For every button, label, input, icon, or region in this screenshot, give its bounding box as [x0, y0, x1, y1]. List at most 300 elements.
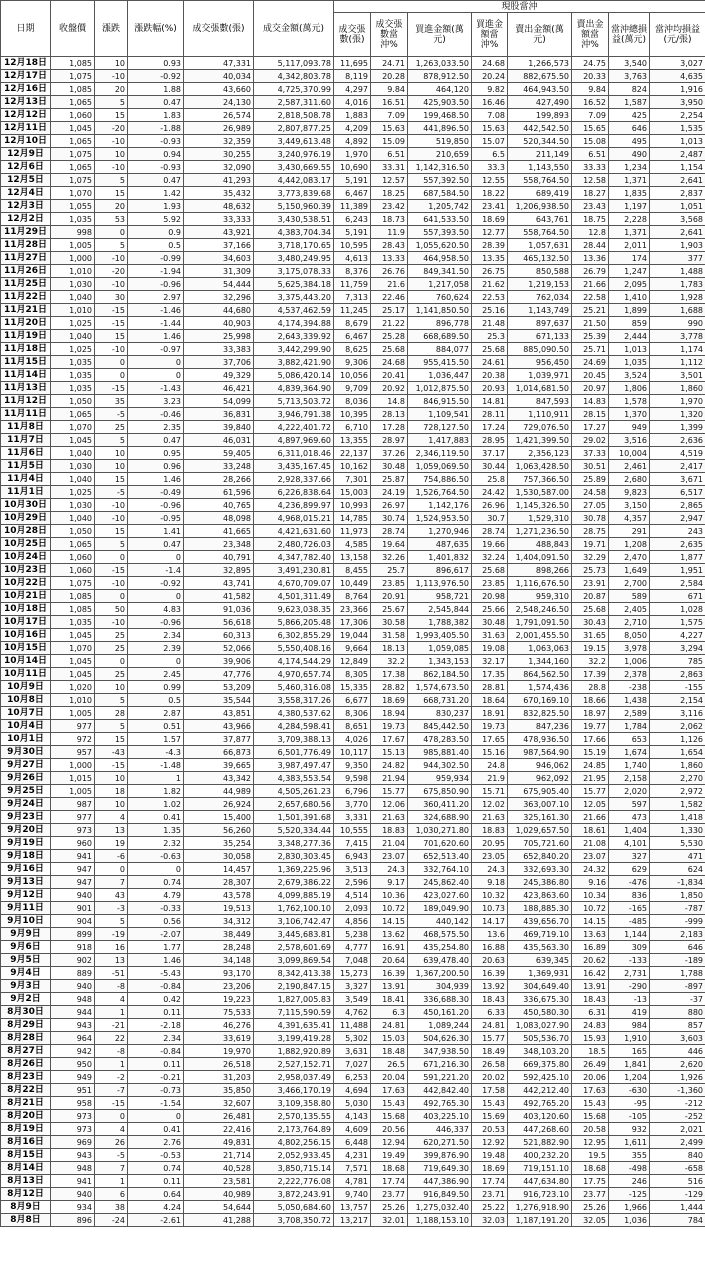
volume-cell: 41,582 — [184, 590, 254, 603]
buy-amount-cell: 985,881.40 — [408, 746, 472, 759]
volume-cell: 61,596 — [184, 486, 254, 499]
header-dt-volume-pct: 成交張數當沖% — [371, 13, 408, 57]
pnl-cell: -485 — [609, 915, 650, 928]
table-row — [1, 616, 705, 629]
date-cell: 11月22日 — [1, 291, 51, 304]
sell-amount-cell: 2,001,455.50 — [508, 629, 572, 642]
sell-pct-cell: 15.93 — [572, 1032, 609, 1045]
change-pct-cell: 2.97 — [128, 291, 184, 304]
change-pct-cell: 1.46 — [128, 473, 184, 486]
sell-pct-cell: 18.27 — [572, 187, 609, 200]
buy-amount-cell: 332,764.10 — [408, 863, 472, 876]
sell-amount-cell: 488,843 — [508, 538, 572, 551]
sell-pct-cell: 25.73 — [572, 564, 609, 577]
turnover-cell: 4,839,364.90 — [254, 382, 334, 395]
buy-pct-cell: 9.82 — [472, 83, 508, 96]
dt-volume-pct-cell: 19.64 — [371, 538, 408, 551]
close-cell: 1,065 — [51, 96, 95, 109]
change-cell: 38 — [95, 1201, 128, 1214]
change-pct-cell: 0.5 — [128, 694, 184, 707]
turnover-cell: 4,970,657.74 — [254, 668, 334, 681]
change-pct-cell: 3.23 — [128, 395, 184, 408]
pnl-cell: 2,589 — [609, 707, 650, 720]
date-cell: 10月21日 — [1, 590, 51, 603]
header-pnl: 當沖總損益(萬元) — [609, 13, 650, 57]
change-pct-cell: 0.95 — [128, 447, 184, 460]
turnover-cell: 3,430,538.51 — [254, 213, 334, 226]
buy-pct-cell: 20.95 — [472, 837, 508, 850]
sell-pct-cell: 28.44 — [572, 239, 609, 252]
dt-volume-cell: 13,355 — [334, 434, 371, 447]
change-cell: 43 — [95, 889, 128, 902]
sell-amount-cell: 639,345 — [508, 954, 572, 967]
close-cell: 969 — [51, 1136, 95, 1149]
sell-pct-cell: 24.75 — [572, 57, 609, 70]
close-cell: 1,085 — [51, 590, 95, 603]
sell-amount-cell: 245,386.80 — [508, 876, 572, 889]
change-pct-cell: 0.47 — [128, 174, 184, 187]
pnl-avg-cell: 1,418 — [650, 811, 705, 824]
volume-cell: 19,223 — [184, 993, 254, 1006]
pnl-avg-cell: 471 — [650, 850, 705, 863]
sell-pct-cell: 15.08 — [572, 135, 609, 148]
table-row — [1, 733, 705, 746]
pnl-avg-cell: 2,636 — [650, 434, 705, 447]
table-row — [1, 200, 705, 213]
table-row — [1, 187, 705, 200]
sell-amount-cell: 864,562.50 — [508, 668, 572, 681]
change-cell: -10 — [95, 577, 128, 590]
change-pct-cell: -1.44 — [128, 317, 184, 330]
date-cell: 8月13日 — [1, 1175, 51, 1188]
buy-amount-cell: 440,142 — [408, 915, 472, 928]
pnl-avg-cell: 4,635 — [650, 70, 705, 83]
change-pct-cell: 0.56 — [128, 915, 184, 928]
volume-cell: 32,296 — [184, 291, 254, 304]
dt-volume-cell: 13,757 — [334, 1201, 371, 1214]
sell-amount-cell: 675,905.40 — [508, 785, 572, 798]
change-cell: 15 — [95, 187, 128, 200]
dt-volume-pct-cell: 30.74 — [371, 512, 408, 525]
dt-volume-pct-cell: 10.36 — [371, 889, 408, 902]
table-row — [1, 655, 705, 668]
date-cell: 12月5日 — [1, 174, 51, 187]
buy-amount-cell: 1,109,541 — [408, 408, 472, 421]
change-pct-cell: 2.87 — [128, 707, 184, 720]
dt-volume-pct-cell: 15.13 — [371, 746, 408, 759]
sell-amount-cell: 423,863.60 — [508, 889, 572, 902]
pnl-cell: 327 — [609, 850, 650, 863]
turnover-cell: 1,762,100.10 — [254, 902, 334, 915]
buy-amount-cell: 1,788,382 — [408, 616, 472, 629]
close-cell: 973 — [51, 1123, 95, 1136]
sell-amount-cell: 1,063,428.50 — [508, 460, 572, 473]
buy-pct-cell: 37.17 — [472, 447, 508, 460]
turnover-cell: 4,099,885.19 — [254, 889, 334, 902]
date-cell: 9月4日 — [1, 967, 51, 980]
date-cell: 11月26日 — [1, 265, 51, 278]
buy-pct-cell: 10.73 — [472, 902, 508, 915]
pnl-cell: 4,101 — [609, 837, 650, 850]
pnl-avg-cell: -658 — [650, 1162, 705, 1175]
buy-pct-cell: 20.24 — [472, 70, 508, 83]
dt-volume-cell: 4,856 — [334, 915, 371, 928]
dt-volume-cell: 11,389 — [334, 200, 371, 213]
dt-volume-pct-cell: 20.28 — [371, 70, 408, 83]
change-pct-cell: -1.54 — [128, 1097, 184, 1110]
table-row — [1, 772, 705, 785]
buy-pct-cell: 30.44 — [472, 460, 508, 473]
pnl-avg-cell: 2,863 — [650, 668, 705, 681]
change-cell: -5 — [95, 408, 128, 421]
volume-cell: 21,714 — [184, 1149, 254, 1162]
pnl-cell: -630 — [609, 1084, 650, 1097]
date-cell: 8月20日 — [1, 1110, 51, 1123]
change-pct-cell: -0.92 — [128, 577, 184, 590]
pnl-cell: 1,204 — [609, 1071, 650, 1084]
change-pct-cell: 0 — [128, 551, 184, 564]
table-row — [1, 525, 705, 538]
table-row — [1, 252, 705, 265]
close-cell: 1,075 — [51, 174, 95, 187]
dt-volume-pct-cell: 21.6 — [371, 278, 408, 291]
dt-volume-pct-cell: 24.68 — [371, 356, 408, 369]
buy-amount-cell: 1,055,620.50 — [408, 239, 472, 252]
change-cell: 1 — [95, 1006, 128, 1019]
volume-cell: 26,481 — [184, 1110, 254, 1123]
pnl-avg-cell: 3,294 — [650, 642, 705, 655]
change-cell: -15 — [95, 382, 128, 395]
pnl-avg-cell: 1,330 — [650, 824, 705, 837]
volume-cell: 35,850 — [184, 1084, 254, 1097]
pnl-cell: 1,438 — [609, 694, 650, 707]
header-buy-pct: 買進金額當沖% — [472, 13, 508, 57]
dt-volume-cell: 10,395 — [334, 408, 371, 421]
change-cell: 10 — [95, 447, 128, 460]
turnover-cell: 3,558,317.26 — [254, 694, 334, 707]
sell-pct-cell: 25.71 — [572, 343, 609, 356]
pnl-avg-cell: 2,584 — [650, 577, 705, 590]
change-cell: -5 — [95, 1149, 128, 1162]
buy-amount-cell: 1,205,742 — [408, 200, 472, 213]
change-pct-cell: -1.46 — [128, 304, 184, 317]
turnover-cell: 3,773,839.68 — [254, 187, 334, 200]
sell-pct-cell: 19.15 — [572, 642, 609, 655]
sell-pct-cell: 12.05 — [572, 798, 609, 811]
sell-amount-cell: 188,885.30 — [508, 902, 572, 915]
buy-amount-cell: 878,912.50 — [408, 70, 472, 83]
pnl-avg-cell: 1,970 — [650, 395, 705, 408]
date-cell: 11月11日 — [1, 408, 51, 421]
close-cell: 1,000 — [51, 252, 95, 265]
buy-pct-cell: 20.38 — [472, 369, 508, 382]
turnover-cell: 3,435,167.45 — [254, 460, 334, 473]
change-pct-cell: 0.41 — [128, 1123, 184, 1136]
date-cell: 12月13日 — [1, 96, 51, 109]
sell-pct-cell: 28.8 — [572, 681, 609, 694]
turnover-cell: 2,052,933.45 — [254, 1149, 334, 1162]
buy-pct-cell: 15.16 — [472, 746, 508, 759]
dt-volume-cell: 7,301 — [334, 473, 371, 486]
sell-amount-cell: 1,029,657.50 — [508, 824, 572, 837]
change-pct-cell: 1.02 — [128, 798, 184, 811]
table-row — [1, 564, 705, 577]
close-cell: 1,055 — [51, 200, 95, 213]
change-cell: 5 — [95, 915, 128, 928]
buy-amount-cell: 435,254.80 — [408, 941, 472, 954]
change-cell: -10 — [95, 499, 128, 512]
turnover-cell: 3,375,443.20 — [254, 291, 334, 304]
pnl-cell: 2,461 — [609, 460, 650, 473]
pnl-cell: 3,978 — [609, 642, 650, 655]
sell-amount-cell: 897,637 — [508, 317, 572, 330]
turnover-cell: 2,818,508.78 — [254, 109, 334, 122]
dt-volume-pct-cell: 32.26 — [371, 551, 408, 564]
close-cell: 973 — [51, 1110, 95, 1123]
volume-cell: 48,098 — [184, 512, 254, 525]
close-cell: 1,035 — [51, 369, 95, 382]
turnover-cell: 3,491,230.81 — [254, 564, 334, 577]
sell-pct-cell: 33.33 — [572, 161, 609, 174]
buy-pct-cell: 18.49 — [472, 1045, 508, 1058]
buy-pct-cell: 12.77 — [472, 226, 508, 239]
pnl-avg-cell: 3,027 — [650, 57, 705, 70]
close-cell: 951 — [51, 1084, 95, 1097]
turnover-cell: 5,150,960.39 — [254, 200, 334, 213]
dt-volume-cell: 23,366 — [334, 603, 371, 616]
sell-amount-cell: 403,120.60 — [508, 1110, 572, 1123]
turnover-cell: 4,505,261.23 — [254, 785, 334, 798]
buy-pct-cell: 9.18 — [472, 876, 508, 889]
volume-cell: 47,331 — [184, 57, 254, 70]
buy-pct-cell: 32.24 — [472, 551, 508, 564]
dt-volume-pct-cell: 37.26 — [371, 447, 408, 460]
turnover-cell: 4,725,370.99 — [254, 83, 334, 96]
pnl-cell: 1,144 — [609, 928, 650, 941]
table-row — [1, 96, 705, 109]
sell-amount-cell: 669,375.80 — [508, 1058, 572, 1071]
pnl-avg-cell: 377 — [650, 252, 705, 265]
date-cell: 9月26日 — [1, 772, 51, 785]
sell-amount-cell: 898,266 — [508, 564, 572, 577]
close-cell: 1,030 — [51, 278, 95, 291]
buy-amount-cell: 719,649.30 — [408, 1162, 472, 1175]
table-row — [1, 291, 705, 304]
pnl-avg-cell: 785 — [650, 655, 705, 668]
pnl-cell: 1,578 — [609, 395, 650, 408]
buy-amount-cell: 504,626.30 — [408, 1032, 472, 1045]
close-cell: 1,070 — [51, 642, 95, 655]
dt-volume-pct-cell: 28.82 — [371, 681, 408, 694]
close-cell: 940 — [51, 1188, 95, 1201]
dt-volume-cell: 12,849 — [334, 655, 371, 668]
volume-cell: 46,421 — [184, 382, 254, 395]
turnover-cell: 4,347,782.40 — [254, 551, 334, 564]
buy-pct-cell: 16.46 — [472, 96, 508, 109]
header-change: 漲跌 — [95, 1, 128, 57]
dt-volume-cell: 5,191 — [334, 226, 371, 239]
change-pct-cell: -0.96 — [128, 499, 184, 512]
close-cell: 949 — [51, 1071, 95, 1084]
turnover-cell: 5,625,384.18 — [254, 278, 334, 291]
sell-pct-cell: 31.65 — [572, 629, 609, 642]
table-row — [1, 915, 705, 928]
buy-amount-cell: 519,850 — [408, 135, 472, 148]
dt-volume-pct-cell: 21.63 — [371, 811, 408, 824]
turnover-cell: 5,866,205.48 — [254, 616, 334, 629]
dt-volume-pct-cell: 17.74 — [371, 1175, 408, 1188]
volume-cell: 54,644 — [184, 1201, 254, 1214]
dt-volume-cell: 13,158 — [334, 551, 371, 564]
dt-volume-cell: 4,514 — [334, 889, 371, 902]
sell-amount-cell: 987,564.90 — [508, 746, 572, 759]
sell-pct-cell: 13.36 — [572, 252, 609, 265]
change-cell: 0 — [95, 590, 128, 603]
volume-cell: 23,206 — [184, 980, 254, 993]
change-cell: 5 — [95, 239, 128, 252]
volume-cell: 43,921 — [184, 226, 254, 239]
table-row — [1, 239, 705, 252]
date-cell: 11月6日 — [1, 447, 51, 460]
volume-cell: 46,276 — [184, 1019, 254, 1032]
buy-amount-cell: 360,411.20 — [408, 798, 472, 811]
dt-volume-pct-cell: 15.77 — [371, 785, 408, 798]
table-row — [1, 1032, 705, 1045]
buy-amount-cell: 425,903.50 — [408, 96, 472, 109]
date-cell: 11月1日 — [1, 486, 51, 499]
change-cell: -8 — [95, 980, 128, 993]
sell-amount-cell: 427,490 — [508, 96, 572, 109]
change-cell: 15 — [95, 109, 128, 122]
turnover-cell: 9,623,038.35 — [254, 603, 334, 616]
date-cell: 9月24日 — [1, 798, 51, 811]
sell-pct-cell: 19.5 — [572, 1149, 609, 1162]
sell-amount-cell: 2,548,246.50 — [508, 603, 572, 616]
close-cell: 1,040 — [51, 291, 95, 304]
change-pct-cell: -0.93 — [128, 161, 184, 174]
change-cell: -20 — [95, 122, 128, 135]
pnl-avg-cell: 2,641 — [650, 226, 705, 239]
buy-amount-cell: 916,849.50 — [408, 1188, 472, 1201]
pnl-avg-cell: 4,519 — [650, 447, 705, 460]
change-pct-cell: -0.96 — [128, 278, 184, 291]
pnl-cell: 3,516 — [609, 434, 650, 447]
sell-amount-cell: 336,675.30 — [508, 993, 572, 1006]
date-cell: 10月11日 — [1, 668, 51, 681]
pnl-cell: 589 — [609, 590, 650, 603]
change-pct-cell: -1.94 — [128, 265, 184, 278]
sell-pct-cell: 24.32 — [572, 863, 609, 876]
change-cell: 0 — [95, 551, 128, 564]
change-pct-cell: -2.07 — [128, 928, 184, 941]
date-cell: 8月21日 — [1, 1097, 51, 1110]
volume-cell: 43,966 — [184, 720, 254, 733]
turnover-cell: 4,501,311.49 — [254, 590, 334, 603]
dt-volume-pct-cell: 12.94 — [371, 1136, 408, 1149]
close-cell: 948 — [51, 1162, 95, 1175]
buy-pct-cell: 6.5 — [472, 148, 508, 161]
date-cell: 12月3日 — [1, 200, 51, 213]
table-row — [1, 226, 705, 239]
volume-cell: 40,528 — [184, 1162, 254, 1175]
change-pct-cell: 1.77 — [128, 941, 184, 954]
volume-cell: 32,607 — [184, 1097, 254, 1110]
sell-pct-cell: 20.58 — [572, 1123, 609, 1136]
change-pct-cell: 0.47 — [128, 538, 184, 551]
volume-cell: 31,309 — [184, 265, 254, 278]
turnover-cell: 1,501,391.68 — [254, 811, 334, 824]
pnl-avg-cell: 1,951 — [650, 564, 705, 577]
change-cell: 53 — [95, 213, 128, 226]
sell-pct-cell: 9.16 — [572, 876, 609, 889]
dt-volume-cell: 3,513 — [334, 863, 371, 876]
buy-pct-cell: 19.08 — [472, 642, 508, 655]
change-cell: -7 — [95, 1084, 128, 1097]
sell-pct-cell: 32.2 — [572, 655, 609, 668]
date-cell: 12月11日 — [1, 122, 51, 135]
turnover-cell: 3,946,791.38 — [254, 408, 334, 421]
sell-pct-cell: 18.5 — [572, 1045, 609, 1058]
table-row — [1, 109, 705, 122]
date-cell: 11月15日 — [1, 356, 51, 369]
sell-amount-cell: 447,634.80 — [508, 1175, 572, 1188]
pnl-cell: -125 — [609, 1188, 650, 1201]
change-cell: 28 — [95, 707, 128, 720]
dt-volume-pct-cell: 10.72 — [371, 902, 408, 915]
dt-volume-cell: 6,253 — [334, 1071, 371, 1084]
sell-amount-cell: 1,206,938.50 — [508, 200, 572, 213]
close-cell: 1,010 — [51, 265, 95, 278]
change-pct-cell: 0.74 — [128, 876, 184, 889]
dt-volume-pct-cell: 20.64 — [371, 954, 408, 967]
dt-volume-cell: 1,970 — [334, 148, 371, 161]
turnover-cell: 3,199,419.28 — [254, 1032, 334, 1045]
dt-volume-pct-cell: 18.68 — [371, 1162, 408, 1175]
buy-amount-cell: 464,120 — [408, 83, 472, 96]
buy-amount-cell: 487,635 — [408, 538, 472, 551]
sell-pct-cell: 18.68 — [572, 1162, 609, 1175]
change-pct-cell: -1.48 — [128, 759, 184, 772]
date-cell: 10月15日 — [1, 642, 51, 655]
buy-pct-cell: 21.63 — [472, 811, 508, 824]
volume-cell: 75,533 — [184, 1006, 254, 1019]
buy-pct-cell: 30.7 — [472, 512, 508, 525]
dt-volume-pct-cell: 21.94 — [371, 772, 408, 785]
date-cell: 10月1日 — [1, 733, 51, 746]
buy-amount-cell: 1,526,764.50 — [408, 486, 472, 499]
buy-amount-cell: 1,217,058 — [408, 278, 472, 291]
buy-pct-cell: 30.48 — [472, 616, 508, 629]
pnl-avg-cell: -37 — [650, 993, 705, 1006]
change-pct-cell: -0.84 — [128, 980, 184, 993]
buy-pct-cell: 18.22 — [472, 187, 508, 200]
sell-amount-cell: 1,369,931 — [508, 967, 572, 980]
dt-volume-pct-cell: 25.17 — [371, 304, 408, 317]
change-pct-cell: -0.93 — [128, 135, 184, 148]
pnl-cell: 246 — [609, 1175, 650, 1188]
volume-cell: 35,254 — [184, 837, 254, 850]
dt-volume-pct-cell: 20.91 — [371, 590, 408, 603]
close-cell: 947 — [51, 876, 95, 889]
table-row — [1, 694, 705, 707]
date-cell: 9月3日 — [1, 980, 51, 993]
dt-volume-cell: 3,331 — [334, 811, 371, 824]
date-cell: 10月22日 — [1, 577, 51, 590]
dt-volume-cell: 4,777 — [334, 941, 371, 954]
pnl-avg-cell: 3,671 — [650, 473, 705, 486]
change-pct-cell: 0 — [128, 863, 184, 876]
dt-volume-pct-cell: 16.91 — [371, 941, 408, 954]
